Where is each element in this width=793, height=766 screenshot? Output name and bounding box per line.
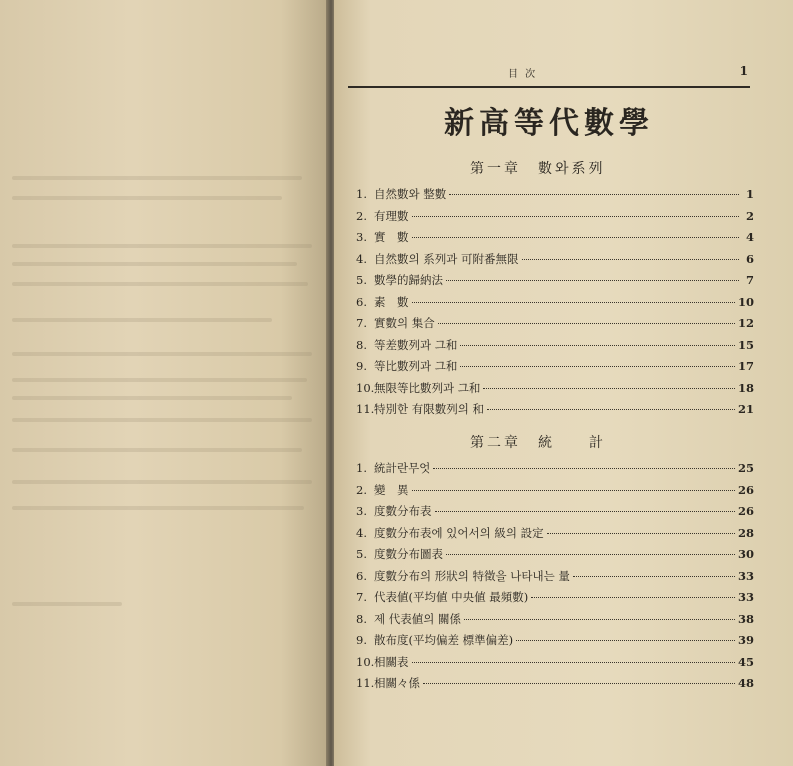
chapter-2-toc (356, 460, 754, 697)
entry-number: 7. (356, 316, 367, 330)
entry-number: 4. (356, 525, 367, 540)
entry-title: 代表値(平均値 中央値 最頻數) (374, 590, 529, 604)
entry-title: 等比數列과 그和 (374, 359, 458, 373)
dot-leader (464, 619, 735, 620)
entry-title: 度數分布圖表 (374, 547, 443, 561)
dot-leader (573, 576, 735, 577)
entry-number: 10. (356, 380, 375, 395)
running-header (348, 62, 750, 88)
entry-page: 18 (737, 380, 754, 395)
entry-title: 제 代表値의 關係 (374, 611, 462, 626)
header-label: 目 次 (508, 69, 538, 80)
left-page (0, 0, 330, 766)
dot-leader (547, 533, 735, 534)
toc-entry[interactable] (356, 632, 754, 654)
entry-page: 33 (737, 568, 754, 583)
entry-page: 15 (737, 337, 754, 352)
dot-leader (483, 388, 735, 389)
toc-entry[interactable] (356, 401, 754, 423)
entry-page: 25 (737, 461, 754, 475)
entry-title: 度數分布表 (374, 504, 432, 518)
bleed-through-text (12, 378, 307, 382)
dot-leader (446, 554, 735, 555)
toc-entry[interactable] (356, 460, 754, 482)
toc-entry[interactable] (356, 380, 754, 402)
bleed-through-text (12, 196, 282, 200)
dot-leader (438, 323, 735, 324)
entry-page: 38 (737, 611, 754, 626)
entry-number: 6. (356, 294, 367, 309)
bleed-through-text (12, 506, 304, 510)
bleed-through-text (12, 282, 308, 286)
toc-entry[interactable] (356, 272, 754, 294)
entry-title: 變 異 (374, 482, 409, 497)
dot-leader (446, 280, 739, 281)
entry-page: 48 (737, 676, 754, 690)
toc-entry[interactable] (356, 525, 754, 547)
entry-page: 28 (737, 525, 754, 540)
dot-leader (412, 237, 740, 238)
entry-title: 無限等比數列과 그和 (374, 380, 481, 395)
toc-entry[interactable] (356, 229, 754, 251)
entry-page: 33 (737, 590, 754, 604)
entry-page: 26 (737, 504, 754, 518)
entry-number: 11. (356, 676, 375, 690)
entry-number: 8. (356, 611, 367, 626)
entry-number: 2. (356, 208, 367, 223)
entry-title: 自然數의 系列과 可附番無限 (374, 251, 519, 266)
entry-number: 2. (356, 482, 367, 497)
entry-title: 統計란무엇 (374, 461, 431, 475)
dot-leader (412, 662, 735, 663)
entry-number: 8. (356, 337, 367, 352)
bleed-through-text (12, 396, 292, 400)
entry-title: 度數分布의 形狀의 特徵을 나타내는 量 (374, 568, 570, 583)
entry-number: 4. (356, 251, 367, 266)
entry-title: 實數의 集合 (374, 316, 435, 330)
entry-number: 3. (356, 230, 367, 244)
entry-page: 7 (745, 273, 754, 287)
entry-page: 12 (737, 316, 754, 330)
entry-number: 6. (356, 568, 367, 583)
entry-page: 10 (737, 294, 754, 309)
dot-leader (433, 468, 735, 469)
entry-title: 自然數와 整數 (374, 187, 447, 201)
toc-entry[interactable] (356, 482, 754, 504)
bleed-through-text (12, 318, 272, 322)
entry-title: 度數分布表에 있어서의 級의 設定 (374, 525, 544, 540)
toc-entry[interactable] (356, 337, 754, 359)
toc-entry[interactable] (356, 675, 754, 697)
entry-title: 有理數 (374, 208, 409, 223)
dot-leader (423, 683, 735, 684)
entry-title: 數學的歸納法 (374, 273, 443, 287)
dot-leader (449, 194, 739, 195)
dot-leader (412, 302, 735, 303)
toc-entry[interactable] (356, 358, 754, 380)
toc-entry[interactable] (356, 251, 754, 273)
entry-title: 素 數 (374, 294, 409, 309)
entry-number: 1. (356, 461, 367, 475)
chapter-heading: 第一章 數와系列 (470, 161, 606, 177)
toc-entry[interactable] (356, 294, 754, 316)
bleed-through-text (12, 352, 312, 356)
toc-entry[interactable] (356, 186, 754, 208)
entry-title: 散布度(平均偏差 標準偏差) (374, 633, 514, 647)
page-number: 1 (739, 64, 748, 78)
dot-leader (412, 490, 735, 491)
bleed-through-text (12, 244, 312, 248)
book-title: 新高等代數學 (444, 106, 654, 141)
toc-entry[interactable] (356, 654, 754, 676)
entry-page: 6 (745, 251, 754, 266)
chapter-1-toc (356, 186, 754, 423)
dot-leader (487, 409, 735, 410)
entry-page: 21 (737, 402, 754, 416)
toc-entry[interactable] (356, 208, 754, 230)
entry-page: 2 (745, 208, 754, 223)
entry-number: 10. (356, 654, 375, 669)
entry-title: 特別한 有限數列의 和 (374, 402, 485, 416)
entry-number: 9. (356, 633, 367, 647)
bleed-through-text (12, 262, 297, 266)
chapter-heading: 第二章 統 計 (470, 435, 606, 451)
toc-entry[interactable] (356, 589, 754, 611)
entry-number: 5. (356, 547, 367, 561)
toc-entry[interactable] (356, 315, 754, 337)
entry-page: 26 (737, 482, 754, 497)
entry-page: 39 (737, 633, 754, 647)
toc-entry[interactable] (356, 568, 754, 590)
toc-entry[interactable] (356, 503, 754, 525)
toc-entry[interactable] (356, 546, 754, 568)
entry-number: 11. (356, 402, 375, 416)
entry-number: 3. (356, 504, 367, 518)
dot-leader (460, 366, 735, 367)
entry-title: 相關々係 (374, 676, 420, 690)
entry-page: 4 (745, 230, 754, 244)
dot-leader (516, 640, 735, 641)
entry-page: 30 (737, 547, 754, 561)
dot-leader (412, 216, 740, 217)
entry-title: 等差數列과 그和 (374, 337, 458, 352)
dot-leader (460, 345, 735, 346)
entry-page: 17 (737, 359, 754, 373)
bleed-through-text (12, 176, 302, 180)
bleed-through-text (12, 602, 122, 606)
dot-leader (522, 259, 739, 260)
bleed-through-text (12, 418, 312, 422)
bleed-through-text (12, 448, 302, 452)
dot-leader (531, 597, 735, 598)
entry-page: 1 (745, 187, 754, 201)
entry-number: 7. (356, 590, 367, 604)
entry-title: 實 數 (374, 230, 409, 244)
entry-page: 45 (737, 654, 754, 669)
entry-title: 相關表 (374, 654, 409, 669)
entry-number: 5. (356, 273, 367, 287)
toc-entry[interactable] (356, 611, 754, 633)
entry-number: 1. (356, 187, 367, 201)
bleed-through-text (12, 480, 312, 484)
dot-leader (435, 511, 735, 512)
entry-number: 9. (356, 359, 367, 373)
